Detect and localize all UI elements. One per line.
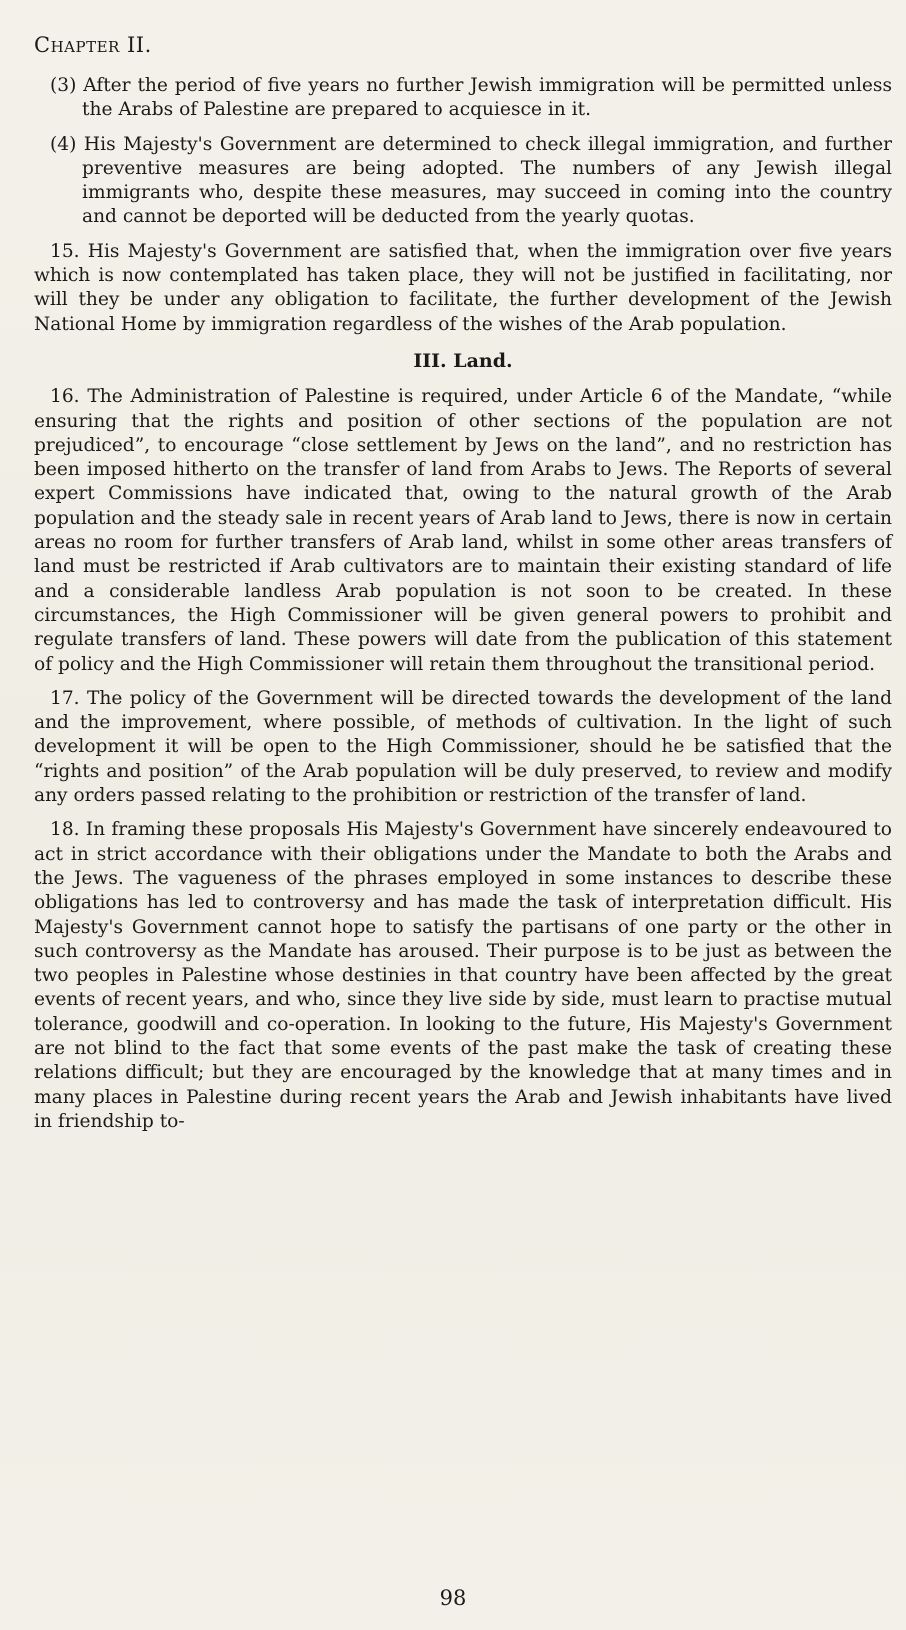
paragraph-item-4: (4) His Majesty's Government are determined to check illegal immigration, and further preventive measures are being adopted. The numbers of any Jewish illegal immigrants who, despite these measures, may succeed in coming into the country and cannot be deported will be deducted from the yearly quotas. — [50, 133, 892, 228]
paragraph-17: 17. The policy of the Government will be directed towards the development of the land and the improvement, where possible, of methods of cultivation. In the light of such development it will be open to the High Commissioner, should he be satisfied that the “rights and position” of the Arab population will be duly preserved, to review and modify any orders passed relating to the prohibition or restriction of the transfer of land. — [34, 687, 892, 807]
paragraph-15: 15. His Majesty's Government are satisfied that, when the immigration over five years which is now contemplated has taken place, they will not be justified in facilitating, nor will they be under any obligation to facilitate, the further development of the Jewish National Home by immigration regardless of the wishes of the Arab population. — [34, 240, 892, 335]
paragraph-16: 16. The Administration of Palestine is required, under Article 6 of the Mandate, “while ensuring that the rights and position of other sections of the population are not prejudiced”, to encourage “close settlement by Jews on the land”, and no restriction has been imposed hitherto on the transfer of land from Arabs to Jews. The Reports of several expert Commissions have indicated that, owing to the natural growth of the Arab population and the steady sale in recent years of Arab land to Jews, there is now in certain areas no room for further transfers of Arab land, whilst in some other areas transfers of land must be restricted if Arab cultivators are to maintain their existing standard of life and a considerable landless Arab population is not soon to be created. In these circumstances, the High Commissioner will be given general powers to prohibit and regulate transfers of land. These powers will date from the publication of this statement of policy and the High Commissioner will retain them throughout the transitional period. — [34, 386, 892, 675]
section-title-land: III. Land. — [413, 349, 513, 372]
body-text — [34, 74, 892, 1144]
paragraph-18: 18. In framing these proposals His Majesty's Government have sincerely endeavoured to act in strict accordance with their obligations under the Mandate to both the Arabs and the Jews. The vagueness of the phrases employed in some instances to describe these obligations has led to controversy and has made the task of interpretation difficult. His Majesty's Government cannot hope to satisfy the partisans of one party or the other in such controversy as the Mandate has aroused. Their purpose is to be just as between the two peoples in Palestine whose destinies in that country have been affected by the great events of recent years, and who, since they live side by side, must learn to practise mutual tolerance, goodwill and co-operation. In looking to the future, His Majesty's Government are not blind to the fact that some events of the past make the task of creating these relations difficult; but they are encouraged by the knowledge that at many times and in many places in Palestine during recent years the Arab and Jewish inhabitants have lived in friendship to- — [34, 819, 892, 1132]
page-number: 98 — [439, 1586, 467, 1610]
chapter-header: Chapter II. — [34, 33, 152, 57]
paragraph-item-3: (3) After the period of five years no further Jewish immigration will be permitted unless the Arabs of Palestine are prepared to acquiesce in it. — [50, 75, 892, 121]
